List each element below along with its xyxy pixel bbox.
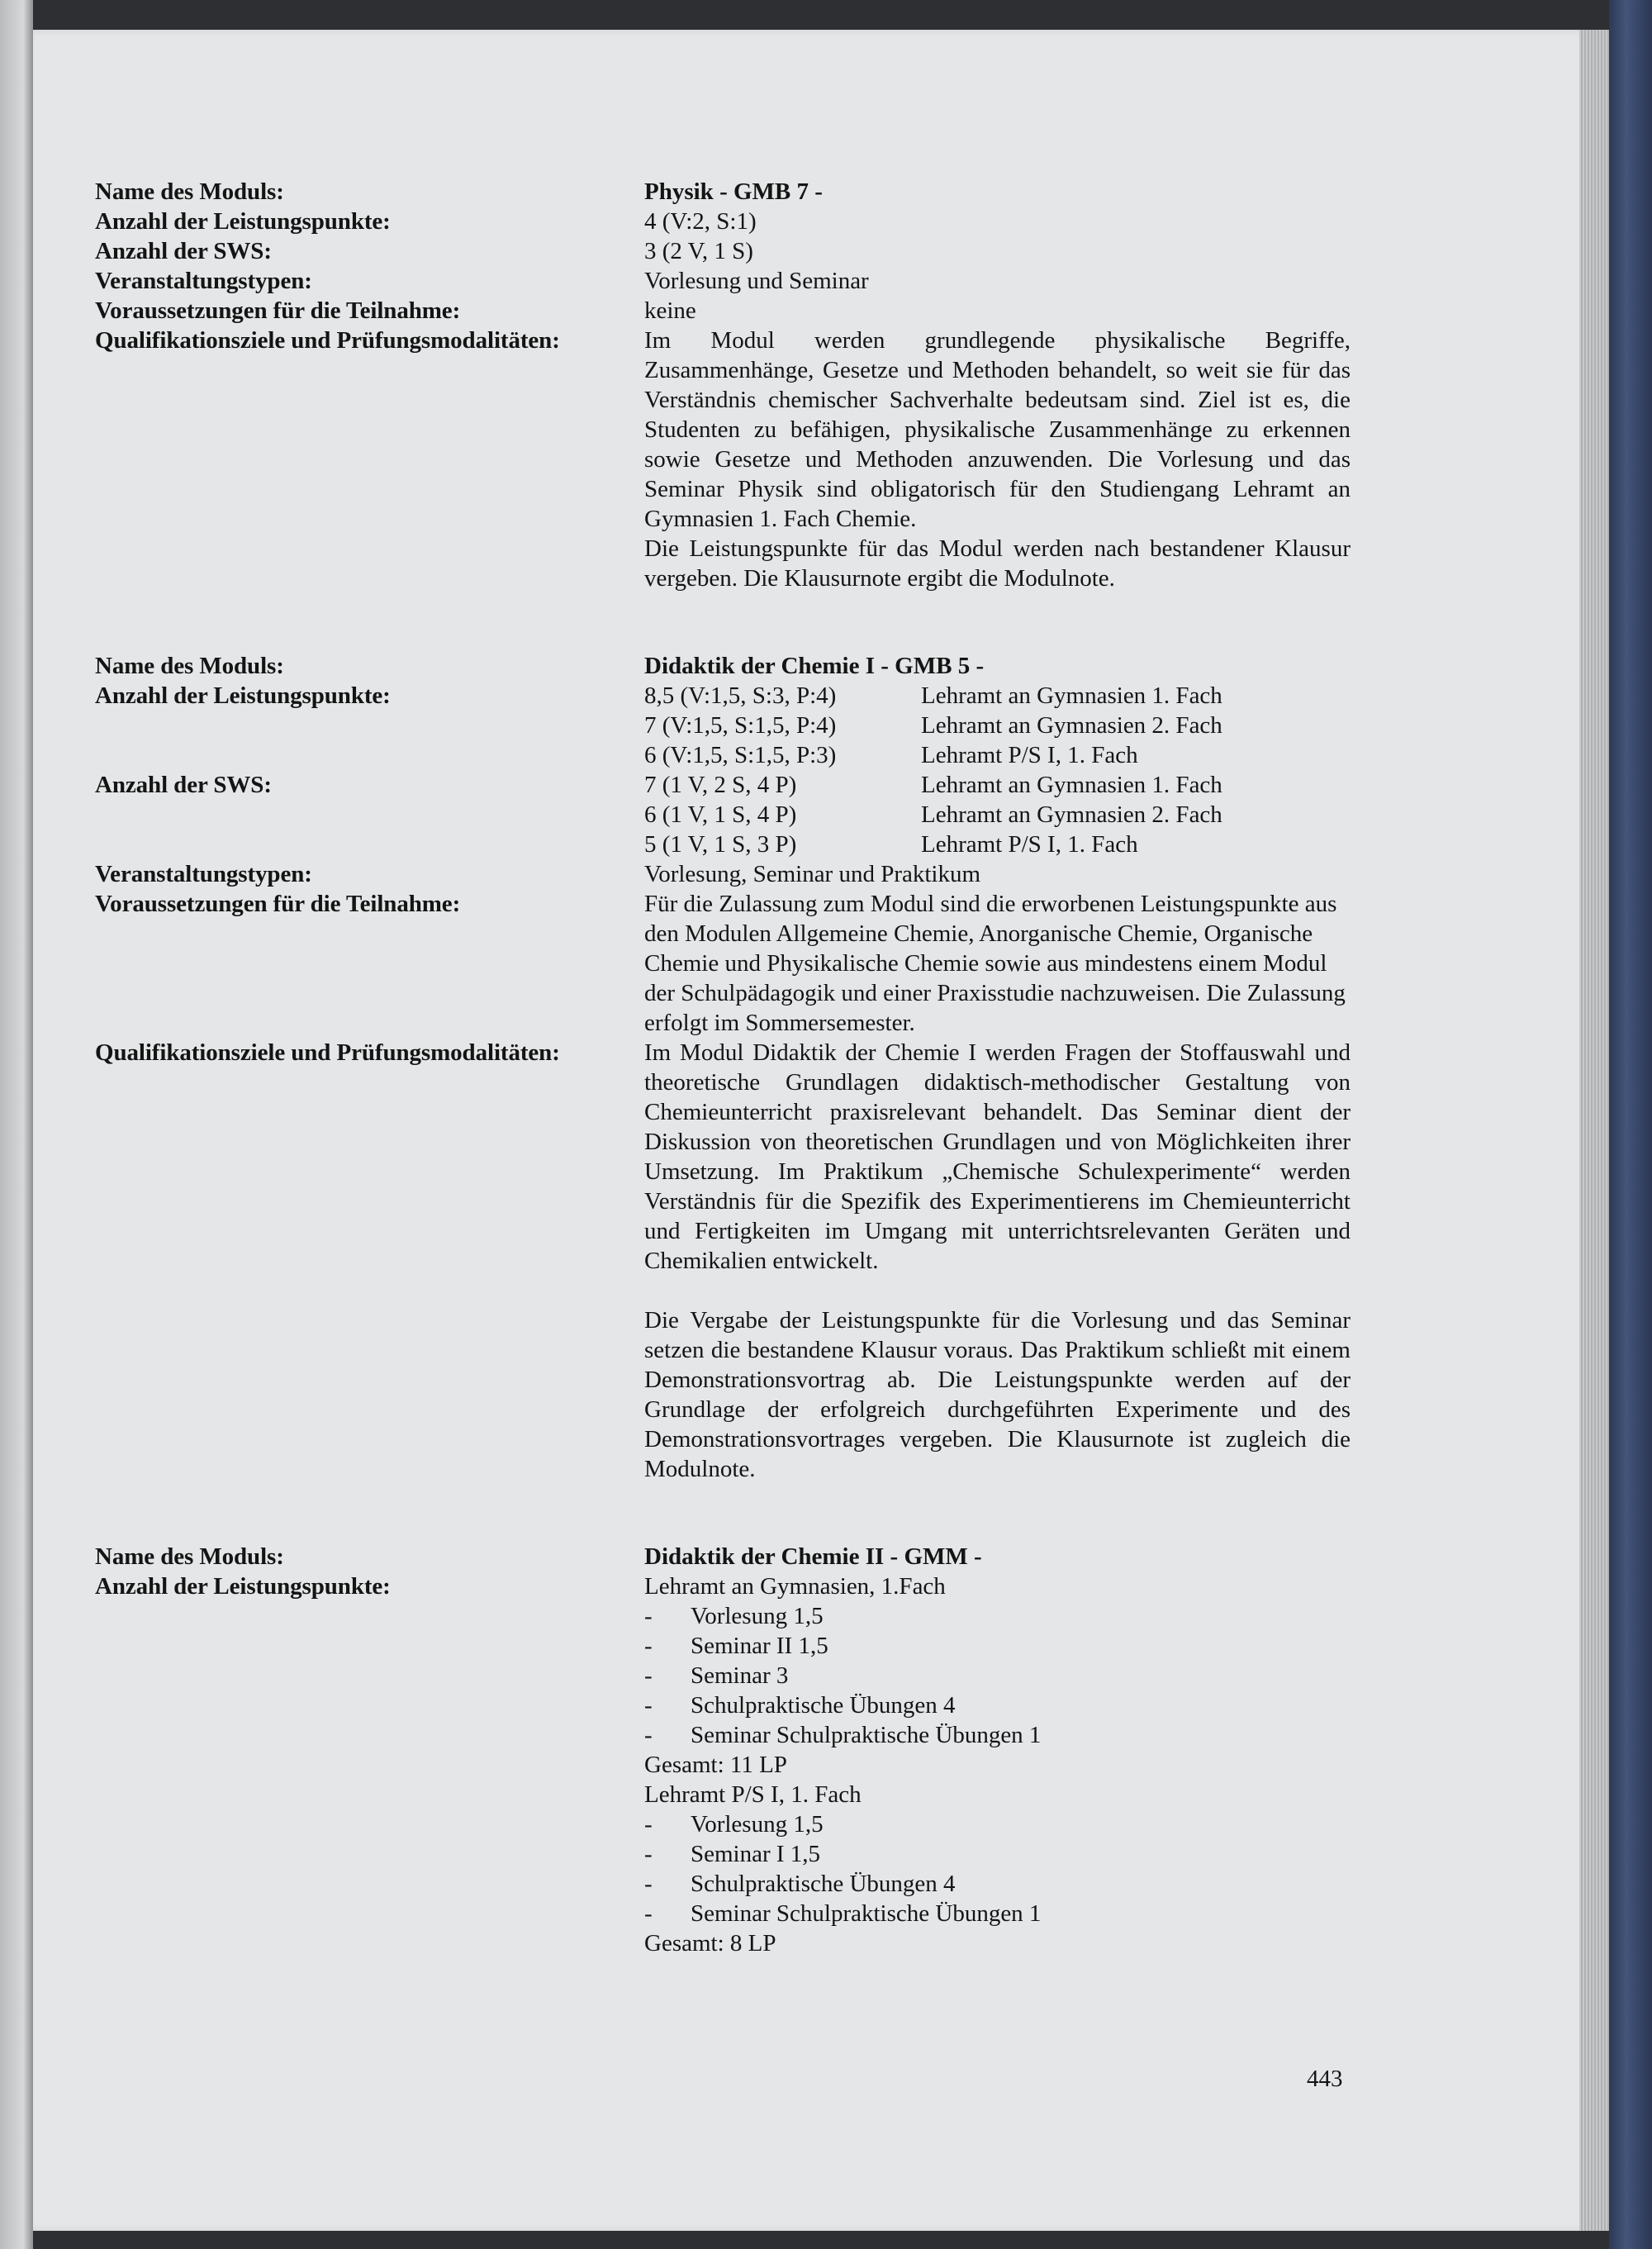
- lp-value: 6 (V:1,5, S:1,5, P:3): [644, 742, 837, 768]
- module-row: [95, 1571, 1351, 1958]
- dash-glyph: -: [644, 1692, 653, 1719]
- dash-glyph: -: [644, 1662, 653, 1689]
- list-item-text: Schulpraktische Übungen 4: [691, 1871, 956, 1897]
- description-paragraph: Im Modul werden grundlegende physikalische Begriffe, Zusammenhänge, Gesetze und Methoden behandelt, so weit sie für das Verständnis chemischer Sachverhalte bedeutsam sind. Ziel ist es, die Studenten zu befähigen, physikalische Zusammenhänge zu erkennen sowie Gesetze und Methoden anzuwenden. Die Vorlesung und das Seminar Physik sind obligatorisch für den Studiengang Lehramt an Gymnasien 1. Fach Chemie.: [644, 327, 1351, 532]
- field-label: Anzahl der SWS:: [95, 772, 272, 798]
- book-binding: [1609, 0, 1652, 2249]
- dash-glyph: -: [644, 1722, 653, 1748]
- sws-line: [644, 830, 1351, 859]
- sws-note: Lehramt an Gymnasien 1. Fach: [921, 772, 1222, 798]
- module-didaktik-chemie-1: [95, 651, 1351, 1484]
- module-row: [95, 770, 1351, 859]
- module-title: Physik - GMB 7 -: [644, 178, 823, 205]
- list-item-text: Vorlesung 1,5: [691, 1603, 824, 1629]
- sws-value: 7 (1 V, 2 S, 4 P): [644, 772, 797, 798]
- group-total: Gesamt: 8 LP: [644, 1930, 776, 1957]
- dash-glyph: -: [644, 1633, 653, 1659]
- field-value: [644, 1038, 1351, 1484]
- field-label: Qualifikationsziele und Prüfungsmodalitäten:: [95, 327, 560, 354]
- module-row: [95, 236, 1351, 266]
- dash-glyph: -: [644, 1841, 653, 1867]
- sws-value: 6 (1 V, 1 S, 4 P): [644, 801, 797, 828]
- field-value: [644, 326, 1351, 593]
- module-row: [95, 681, 1351, 770]
- module-catalog-content: [95, 177, 1351, 1958]
- module-row: [95, 889, 1351, 1038]
- sws-line: [644, 800, 1351, 830]
- dash-glyph: -: [644, 1603, 653, 1629]
- field-label: Name des Moduls:: [95, 1543, 284, 1570]
- list-item-text: Seminar 3: [691, 1662, 789, 1689]
- module-row: [95, 1038, 1351, 1484]
- lp-line: [644, 740, 1351, 770]
- module-physik: [95, 177, 1351, 593]
- lp-line: [644, 681, 1351, 711]
- adjacent-page-edge: [0, 0, 33, 2249]
- description-paragraph: Die Leistungspunkte für das Modul werden nach bestandener Klausur vergeben. Die Klausurnote ergibt die Modulnote.: [644, 535, 1351, 592]
- list-item: [644, 1631, 1351, 1661]
- description-paragraph: Die Vergabe der Leistungspunkte für die Vorlesung und das Seminar setzen die bestandene Klausur voraus. Das Praktikum schließt mit einem Demonstrationsvortrag ab. Die Leistungspunkte werden auf der Grundlage der erfolgreich durchgeführten Experimente und des Demonstrationsvortrages vergeben. Die Klausurnote ist zugleich die Modulnote.: [644, 1307, 1351, 1482]
- field-value: 4 (V:2, S:1): [644, 208, 757, 235]
- field-label: Veranstaltungstypen:: [95, 861, 312, 887]
- group-total: Gesamt: 11 LP: [644, 1752, 787, 1778]
- page-number: 443: [1307, 2066, 1343, 2092]
- list-item: [644, 1690, 1351, 1720]
- field-value: Vorlesung und Seminar: [644, 268, 869, 294]
- module-didaktik-chemie-2: [95, 1542, 1351, 1958]
- list-item-text: Seminar II 1,5: [691, 1633, 828, 1659]
- module-row: [95, 651, 1351, 681]
- list-item: [644, 1869, 1351, 1899]
- module-row: [95, 266, 1351, 296]
- field-value: [644, 1571, 1351, 1958]
- field-label: Anzahl der SWS:: [95, 238, 272, 264]
- list-item: [644, 1720, 1351, 1750]
- module-row: [95, 296, 1351, 326]
- dash-glyph: -: [644, 1900, 653, 1927]
- field-value: [644, 681, 1351, 770]
- description-paragraph: Im Modul Didaktik der Chemie I werden Fragen der Stoffauswahl und theoretische Grundlagen didaktisch-methodischer Gestaltung von Chemieunterricht praxisrelevant behandelt. Das Seminar dient der Diskussion von theoretischen Grundlagen und von Möglichkeiten ihrer Umsetzung. Im Praktikum „Chemische Schulexperimente“ werden Verständnis für die Spezifik des Experimentierens im Chemieunterricht und Fertigkeiten im Umgang mit unterrichtsrelevanten Geräten und Chemikalien entwickelt.: [644, 1039, 1351, 1274]
- list-item-text: Seminar Schulpraktische Übungen 1: [691, 1900, 1042, 1927]
- field-label: Anzahl der Leistungspunkte:: [95, 1573, 391, 1600]
- dash-glyph: -: [644, 1871, 653, 1897]
- sws-value: 5 (1 V, 1 S, 3 P): [644, 831, 797, 858]
- list-item: [644, 1839, 1351, 1869]
- module-title: Didaktik der Chemie II - GMM -: [644, 1543, 982, 1570]
- field-label: Voraussetzungen für die Teilnahme:: [95, 891, 461, 917]
- sws-line: [644, 770, 1351, 800]
- field-label: Qualifikationsziele und Prüfungsmodalitäten:: [95, 1039, 560, 1066]
- list-item-text: Seminar Schulpraktische Übungen 1: [691, 1722, 1042, 1748]
- lp-value: 8,5 (V:1,5, S:3, P:4): [644, 682, 837, 709]
- field-value: Vorlesung, Seminar und Praktikum: [644, 861, 981, 887]
- module-row: [95, 859, 1351, 889]
- group-title: Lehramt an Gymnasien, 1.Fach: [644, 1573, 946, 1600]
- page-stack-edge: [1579, 30, 1611, 2231]
- list-item-text: Seminar I 1,5: [691, 1841, 821, 1867]
- field-value: 3 (2 V, 1 S): [644, 238, 753, 264]
- field-value: Für die Zulassung zum Modul sind die erworbenen Leistungspunkte aus den Modulen Allgemeine Chemie, Anorganische Chemie, Organische Chemie und Physikalische Chemie sowie aus mindestens einem Modul der Schulpädagogik und einer Praxisstudie nachzuweisen. Die Zulassung erfolgt im Sommersemester.: [644, 891, 1346, 1036]
- module-title: Didaktik der Chemie I - GMB 5 -: [644, 653, 985, 679]
- field-label: Voraussetzungen für die Teilnahme:: [95, 297, 461, 324]
- field-label: Veranstaltungstypen:: [95, 268, 312, 294]
- lp-value: 7 (V:1,5, S:1,5, P:4): [644, 712, 837, 739]
- field-label: Name des Moduls:: [95, 653, 284, 679]
- list-item: [644, 1899, 1351, 1928]
- list-item-text: Schulpraktische Übungen 4: [691, 1692, 956, 1719]
- lp-note: Lehramt an Gymnasien 2. Fach: [921, 712, 1222, 739]
- sws-note: Lehramt an Gymnasien 2. Fach: [921, 801, 1222, 828]
- sws-note: Lehramt P/S I, 1. Fach: [921, 831, 1138, 858]
- lp-note: Lehramt P/S I, 1. Fach: [921, 742, 1138, 768]
- dash-glyph: -: [644, 1811, 653, 1838]
- field-label: Anzahl der Leistungspunkte:: [95, 208, 391, 235]
- lp-note: Lehramt an Gymnasien 1. Fach: [921, 682, 1222, 709]
- module-row: [95, 207, 1351, 236]
- field-label: Name des Moduls:: [95, 178, 284, 205]
- list-item-text: Vorlesung 1,5: [691, 1811, 824, 1838]
- module-row: [95, 1542, 1351, 1571]
- field-label: Anzahl der Leistungspunkte:: [95, 682, 391, 709]
- list-item: [644, 1661, 1351, 1690]
- field-value: [644, 770, 1351, 859]
- lp-line: [644, 711, 1351, 740]
- list-item: [644, 1601, 1351, 1631]
- group-title: Lehramt P/S I, 1. Fach: [644, 1781, 862, 1808]
- field-value: keine: [644, 297, 696, 324]
- module-row: [95, 326, 1351, 593]
- list-item: [644, 1809, 1351, 1839]
- module-row: [95, 177, 1351, 207]
